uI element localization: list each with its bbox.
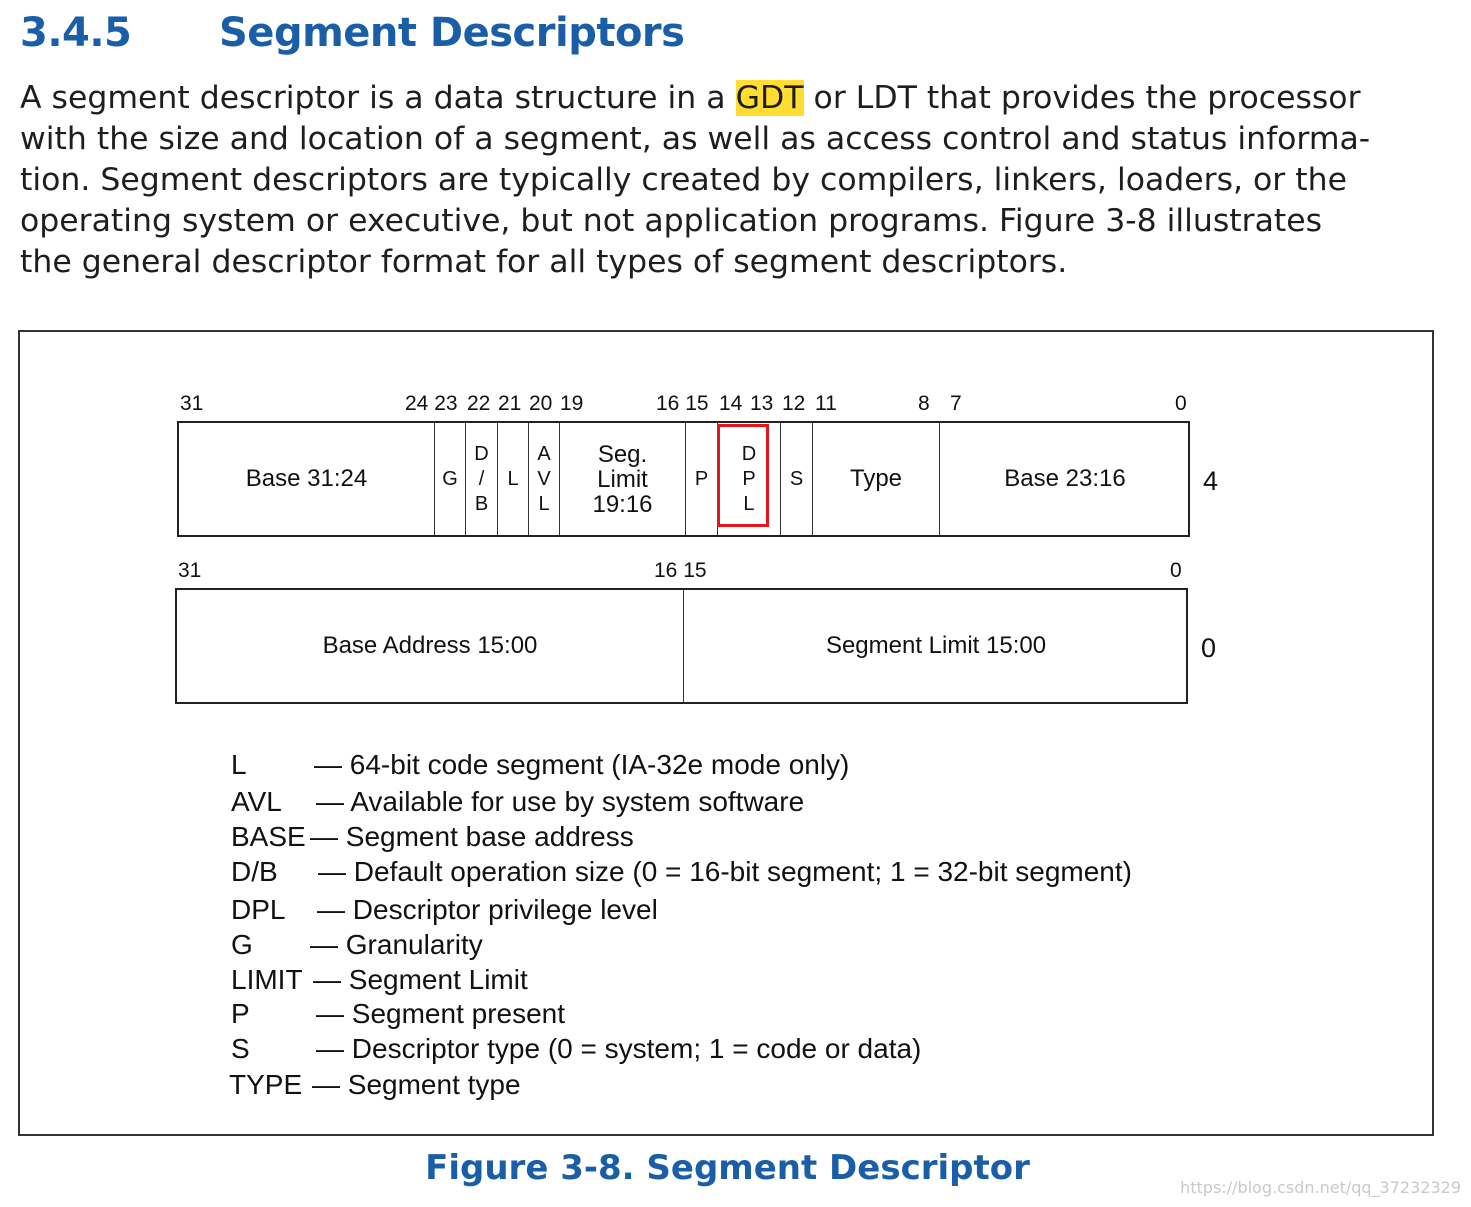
field-avl — [528, 423, 559, 535]
legend-desc: — 64-bit code segment (IA-32e mode only) — [314, 749, 850, 780]
field-base-31-24: Base 31:24 — [245, 465, 368, 492]
bit-16-15: 16 15 — [656, 392, 709, 415]
high-dword-row — [177, 421, 1190, 537]
watermark: https://blog.csdn.net/qq_37232329 — [1180, 1178, 1461, 1197]
field-seg-limit — [559, 423, 685, 535]
intro-line-1-start: A segment descriptor is a data structure in a — [20, 80, 736, 116]
legend-desc: — Segment base address — [310, 821, 634, 852]
field-base-23-16: Base 23:16 — [939, 423, 1190, 535]
legend-desc: — Segment type — [312, 1069, 521, 1100]
dpl-highlight-box — [717, 424, 769, 527]
field-db-letter: B — [474, 492, 489, 515]
legend-term: L — [231, 749, 247, 780]
legend-desc: — Segment Limit — [313, 964, 528, 995]
intro-paragraph — [20, 78, 1450, 283]
legend-term: BASE — [231, 821, 306, 852]
bit-16-15: 16 15 — [654, 559, 707, 582]
intro-line-2: with the size and location of a segment, as well as access control and status informa- — [20, 121, 1371, 157]
offset-label-0: 0 — [1201, 633, 1217, 663]
field-type: Type — [812, 423, 939, 535]
bit-31: 31 — [180, 392, 204, 415]
section-title: Segment Descriptors — [219, 10, 685, 56]
bit-24-23: 24 23 — [405, 392, 458, 415]
low-dword-row — [175, 588, 1188, 704]
bit-8: 8 — [918, 392, 930, 415]
field-dpl-letter: D — [741, 442, 757, 465]
bit-11: 11 — [815, 392, 837, 415]
field-db — [465, 423, 497, 535]
bit-31: 31 — [178, 559, 202, 582]
legend-desc: — Descriptor type (0 = system; 1 = code or data) — [316, 1033, 922, 1064]
offset-label-4: 4 — [1203, 466, 1219, 496]
field-db-letter: D — [474, 442, 489, 465]
field-seg-limit-line: 19:16 — [592, 490, 653, 518]
legend-term: D/B — [231, 856, 278, 887]
field-seg-limit-line: Limit — [597, 465, 648, 493]
bit-20: 20 — [529, 392, 553, 415]
legend-desc: — Granularity — [310, 929, 483, 960]
field-avl-letter: A — [537, 442, 551, 465]
legend-desc: — Default operation size (0 = 16-bit segment; 1 = 32-bit segment) — [318, 856, 1132, 887]
legend-term: P — [231, 998, 250, 1029]
legend-term: TYPE — [229, 1069, 303, 1100]
field-dpl-letter: L — [743, 492, 755, 515]
legend-term: DPL — [231, 894, 286, 925]
field-p: P — [685, 423, 717, 535]
field-l: L — [497, 423, 528, 535]
field-seg-limit-line: Seg. — [597, 440, 648, 468]
intro-line-1-end: or LDT that provides the processor — [803, 80, 1361, 116]
bit-21: 21 — [498, 392, 522, 415]
intro-line-1 — [20, 78, 1450, 119]
field-avl-letter: L — [538, 492, 550, 515]
field-base-address: Base Address 15:00 — [322, 632, 538, 659]
legend-desc: — Descriptor privilege level — [317, 894, 658, 925]
intro-line-4: operating system or executive, but not application programs. Figure 3-8 illustrates — [20, 203, 1323, 239]
gdt-highlight: GDT — [735, 80, 804, 116]
bit-14: 14 — [719, 392, 743, 415]
bit-19: 19 — [560, 392, 584, 415]
field-dpl-letter: P — [742, 467, 756, 490]
field-segment-limit: Segment Limit 15:00 — [683, 590, 1188, 702]
figure-caption: Figure 3-8. Segment Descriptor — [425, 1148, 1030, 1188]
bit-0: 0 — [1175, 392, 1187, 415]
bit-13: 13 — [750, 392, 774, 415]
legend-term: S — [231, 1033, 250, 1064]
section-number: 3.4.5 — [20, 10, 132, 56]
bit-0: 0 — [1170, 559, 1182, 582]
legend-term: AVL — [231, 786, 282, 817]
bit-12: 12 — [782, 392, 806, 415]
field-avl-letter: V — [537, 467, 551, 490]
field-s: S — [780, 423, 812, 535]
intro-line-5: the general descriptor format for all types of segment descriptors. — [20, 244, 1068, 280]
field-g: G — [434, 423, 465, 535]
legend-desc: — Available for use by system software — [316, 786, 805, 817]
legend-term: LIMIT — [231, 964, 303, 995]
field-db-letter: / — [478, 467, 485, 490]
intro-line-3: tion. Segment descriptors are typically created by compilers, linkers, loaders, or the — [20, 162, 1347, 198]
legend-desc: — Segment present — [316, 998, 566, 1029]
bit-22: 22 — [467, 392, 491, 415]
legend-term: G — [231, 929, 253, 960]
bit-7: 7 — [950, 392, 962, 415]
